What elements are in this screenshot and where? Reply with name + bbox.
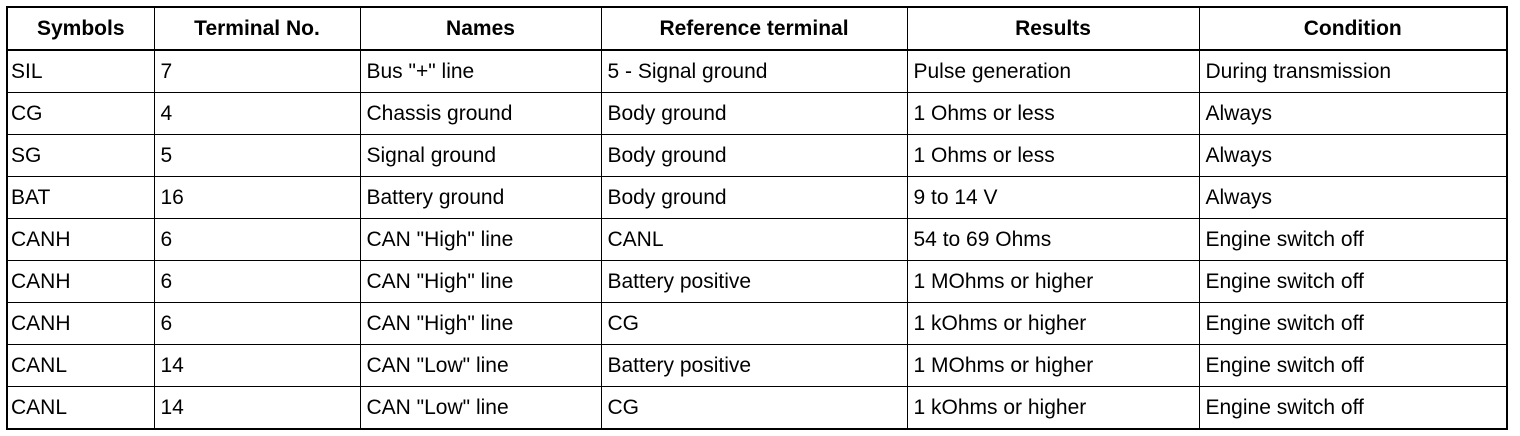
cell-reference-terminal: Body ground bbox=[601, 177, 907, 219]
cell-condition: Engine switch off bbox=[1199, 303, 1507, 345]
cell-result: 54 to 69 Ohms bbox=[907, 219, 1199, 261]
cell-condition: Always bbox=[1199, 177, 1507, 219]
cell-result: 1 kOhms or higher bbox=[907, 303, 1199, 345]
cell-condition: Engine switch off bbox=[1199, 345, 1507, 387]
cell-symbol: CANH bbox=[7, 303, 154, 345]
table-row bbox=[7, 345, 1507, 387]
table-header-row bbox=[7, 7, 1507, 50]
cell-name: Signal ground bbox=[360, 135, 601, 177]
cell-terminal-no: 6 bbox=[154, 219, 360, 261]
cell-name: Battery ground bbox=[360, 177, 601, 219]
cell-symbol: SG bbox=[7, 135, 154, 177]
cell-result: 1 MOhms or higher bbox=[907, 261, 1199, 303]
cell-reference-terminal: CG bbox=[601, 387, 907, 430]
cell-reference-terminal: Battery positive bbox=[601, 345, 907, 387]
table-row bbox=[7, 219, 1507, 261]
cell-symbol: CANH bbox=[7, 219, 154, 261]
cell-reference-terminal: Body ground bbox=[601, 135, 907, 177]
cell-reference-terminal: CG bbox=[601, 303, 907, 345]
table-row bbox=[7, 135, 1507, 177]
table-row bbox=[7, 93, 1507, 135]
cell-name: CAN "High" line bbox=[360, 261, 601, 303]
cell-name: Bus "+" line bbox=[360, 50, 601, 93]
header-results: Results bbox=[907, 7, 1199, 50]
cell-symbol: CANH bbox=[7, 261, 154, 303]
cell-reference-terminal: CANL bbox=[601, 219, 907, 261]
cell-condition: Engine switch off bbox=[1199, 387, 1507, 430]
cell-terminal-no: 5 bbox=[154, 135, 360, 177]
header-symbols: Symbols bbox=[7, 7, 154, 50]
cell-condition: Engine switch off bbox=[1199, 261, 1507, 303]
cell-name: Chassis ground bbox=[360, 93, 601, 135]
cell-condition: Always bbox=[1199, 93, 1507, 135]
cell-reference-terminal: Body ground bbox=[601, 93, 907, 135]
terminal-spec-table bbox=[6, 6, 1508, 430]
cell-result: 1 Ohms or less bbox=[907, 93, 1199, 135]
cell-result: 1 kOhms or higher bbox=[907, 387, 1199, 430]
cell-condition: During transmission bbox=[1199, 50, 1507, 93]
table-row bbox=[7, 50, 1507, 93]
cell-terminal-no: 16 bbox=[154, 177, 360, 219]
table-row bbox=[7, 177, 1507, 219]
header-terminal-no: Terminal No. bbox=[154, 7, 360, 50]
table-row bbox=[7, 303, 1507, 345]
cell-reference-terminal: Battery positive bbox=[601, 261, 907, 303]
table-row bbox=[7, 261, 1507, 303]
cell-symbol: CANL bbox=[7, 345, 154, 387]
cell-condition: Always bbox=[1199, 135, 1507, 177]
cell-terminal-no: 6 bbox=[154, 303, 360, 345]
cell-name: CAN "Low" line bbox=[360, 345, 601, 387]
header-names: Names bbox=[360, 7, 601, 50]
table-row bbox=[7, 387, 1507, 430]
header-reference-terminal: Reference terminal bbox=[601, 7, 907, 50]
cell-symbol: SIL bbox=[7, 50, 154, 93]
cell-reference-terminal: 5 - Signal ground bbox=[601, 50, 907, 93]
cell-terminal-no: 4 bbox=[154, 93, 360, 135]
cell-terminal-no: 6 bbox=[154, 261, 360, 303]
cell-terminal-no: 7 bbox=[154, 50, 360, 93]
cell-terminal-no: 14 bbox=[154, 387, 360, 430]
cell-name: CAN "Low" line bbox=[360, 387, 601, 430]
cell-condition: Engine switch off bbox=[1199, 219, 1507, 261]
cell-terminal-no: 14 bbox=[154, 345, 360, 387]
cell-name: CAN "High" line bbox=[360, 219, 601, 261]
cell-result: Pulse generation bbox=[907, 50, 1199, 93]
cell-symbol: CG bbox=[7, 93, 154, 135]
cell-name: CAN "High" line bbox=[360, 303, 601, 345]
cell-symbol: BAT bbox=[7, 177, 154, 219]
header-condition: Condition bbox=[1199, 7, 1507, 50]
cell-result: 9 to 14 V bbox=[907, 177, 1199, 219]
cell-result: 1 MOhms or higher bbox=[907, 345, 1199, 387]
cell-result: 1 Ohms or less bbox=[907, 135, 1199, 177]
cell-symbol: CANL bbox=[7, 387, 154, 430]
